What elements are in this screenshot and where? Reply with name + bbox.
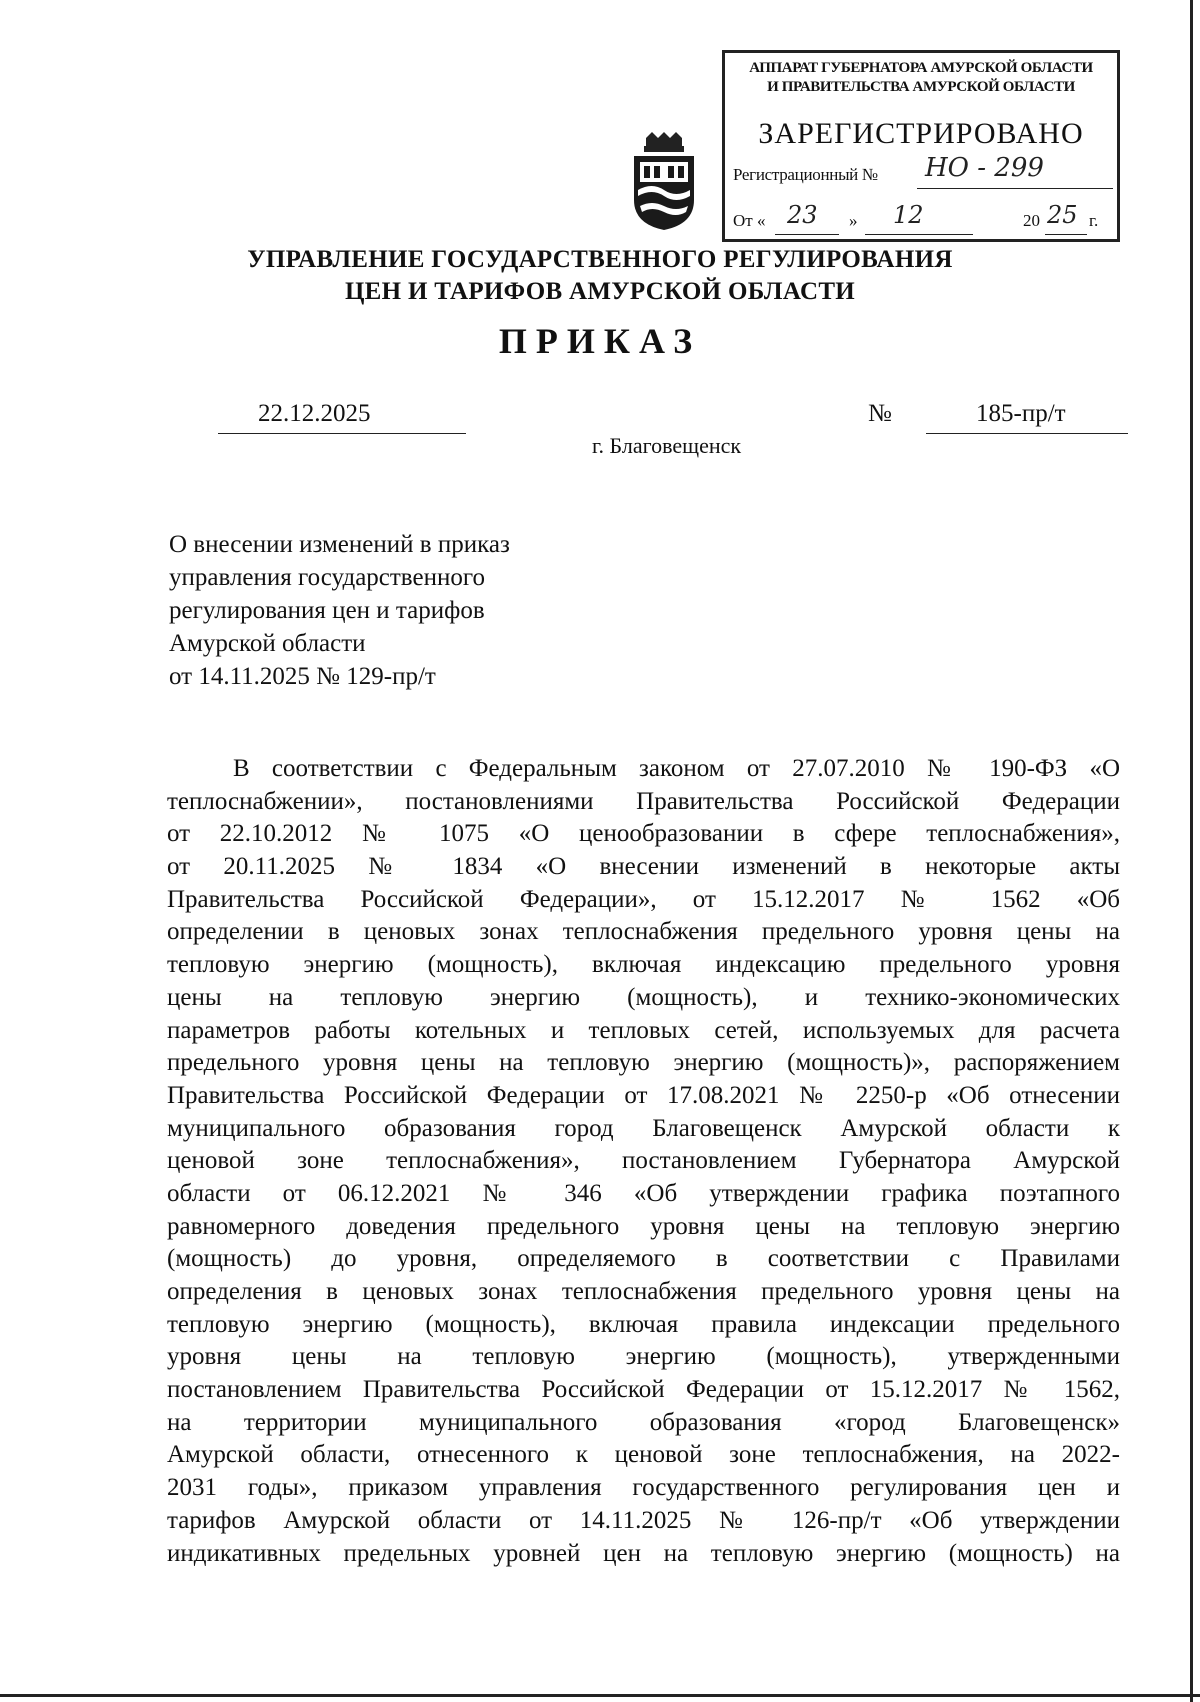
document-type-title: ПРИКАЗ bbox=[498, 321, 702, 361]
body-line: уровня цены на тепловую энергию (мощность), утвержденными bbox=[167, 1343, 1120, 1371]
stamp-day-underline bbox=[775, 234, 839, 235]
order-date: 22.12.2025 bbox=[258, 400, 371, 427]
body-line: Амурской области, отнесенного к ценовой зоне теплоснабжения, на 2022- bbox=[167, 1441, 1120, 1469]
body-line: определения в ценовых зонах теплоснабжения предельного уровня цены на bbox=[167, 1278, 1120, 1305]
stamp-reg-underline bbox=[917, 188, 1113, 189]
stamp-date-mid: » bbox=[849, 211, 858, 230]
stamp-date-day-handwritten: 23 bbox=[787, 201, 818, 229]
stamp-month-underline bbox=[865, 234, 973, 235]
stamp-reg-number-handwritten: НО - 299 bbox=[925, 153, 1044, 183]
body-line: предельного уровня цены на тепловую энергию (мощность)», распоряжением bbox=[167, 1049, 1120, 1077]
body-line: определении в ценовых зонах теплоснабжения предельного уровня цены на bbox=[167, 918, 1120, 946]
order-subject bbox=[169, 528, 510, 693]
body-line: цены на тепловую энергию (мощность), и технико-экономических bbox=[167, 983, 1120, 1011]
stamp-year-underline bbox=[1045, 234, 1087, 235]
body-line: от 20.11.2025 № 1834 «О внесении изменений в некоторые акты bbox=[167, 853, 1120, 881]
stamp-year-handwritten: 25 bbox=[1047, 201, 1078, 229]
subject-line: регулирования цен и тарифов bbox=[169, 597, 485, 624]
body-line: муниципального образования город Благовещенск Амурской области к bbox=[167, 1114, 1120, 1142]
body-line: постановлением Правительства Российской Федерации от 15.12.2017 № 1562, bbox=[167, 1376, 1120, 1404]
body-line: параметров работы котельных и тепловых сетей, используемых для расчета bbox=[167, 1016, 1120, 1044]
subject-line: О внесении изменений в приказ bbox=[169, 531, 510, 558]
agency-name-line-1: УПРАВЛЕНИЕ ГОСУДАРСТВЕННОГО РЕГУЛИРОВАНИЯ bbox=[247, 246, 953, 273]
body-line: области от 06.12.2021 № 346 «Об утверждении графика поэтапного bbox=[167, 1179, 1120, 1207]
stamp-org-line-2: И ПРАВИТЕЛЬСТВА АМУРСКОЙ ОБЛАСТИ bbox=[767, 79, 1075, 95]
body-line: Правительства Российской Федерации», от 15.12.2017 № 1562 «Об bbox=[167, 885, 1120, 913]
body-line: на территории муниципального образования «город Благовещенск» bbox=[167, 1408, 1120, 1436]
coat-of-arms-icon bbox=[630, 132, 698, 232]
body-line: 2031 годы», приказом управления государственного регулирования цен и bbox=[167, 1474, 1120, 1502]
order-number-underline bbox=[926, 433, 1128, 434]
order-number: 185-пр/т bbox=[976, 400, 1066, 427]
registration-stamp bbox=[722, 50, 1120, 242]
body-line: Правительства Российской Федерации от 17.08.2021 № 2250-р «Об отнесении bbox=[167, 1081, 1120, 1109]
order-body bbox=[167, 753, 1120, 1570]
body-line: равномерного доведения предельного уровня цены на тепловую энергию bbox=[167, 1212, 1120, 1240]
body-line: тепловую энергию (мощность), включая правила индексации предельного bbox=[167, 1310, 1120, 1338]
stamp-date-prefix: От « bbox=[733, 211, 766, 230]
body-line: тепловую энергию (мощность), включая индексацию предельного уровня bbox=[167, 951, 1120, 979]
stamp-year-prefix: 20 bbox=[1023, 211, 1040, 230]
body-line: (мощность) до уровня, определяемого в соответствии с Правилами bbox=[167, 1245, 1120, 1273]
body-line: от 22.10.2012 № 1075 «О ценообразовании в сфере теплоснабжения», bbox=[167, 820, 1120, 848]
subject-line: от 14.11.2025 № 129-пр/т bbox=[169, 663, 436, 690]
order-city: г. Благовещенск bbox=[592, 433, 742, 458]
subject-line: управления государственного bbox=[169, 564, 485, 591]
body-line: тарифов Амурской области от 14.11.2025 № 126-пр/т «Об утверждении bbox=[167, 1506, 1120, 1534]
body-line: индикативных предельных уровней цен на тепловую энергию (мощность) на bbox=[167, 1539, 1120, 1567]
subject-line: Амурской области bbox=[169, 630, 366, 657]
order-date-underline bbox=[218, 433, 466, 434]
body-line: ценовой зоне теплоснабжения», постановлением Губернатора Амурской bbox=[167, 1147, 1120, 1175]
stamp-organization bbox=[725, 59, 1117, 97]
body-line: В соответствии с Федеральным законом от 27.07.2010 № 190-ФЗ «О bbox=[233, 755, 1120, 782]
stamp-reg-label: Регистрационный № bbox=[733, 165, 878, 184]
agency-name-line-2: ЦЕН И ТАРИФОВ АМУРСКОЙ ОБЛАСТИ bbox=[344, 278, 856, 305]
stamp-year-end: г. bbox=[1089, 211, 1099, 230]
stamp-org-line-1: АППАРАТ ГУБЕРНАТОРА АМУРСКОЙ ОБЛАСТИ bbox=[749, 60, 1093, 76]
order-number-label: № bbox=[868, 400, 892, 427]
scan-edge-right bbox=[1190, 0, 1193, 1702]
body-line: теплоснабжении», постановлениями Правительства Российской Федерации bbox=[167, 787, 1120, 815]
scan-edge-bottom bbox=[0, 1694, 1200, 1697]
stamp-title: ЗАРЕГИСТРИРОВАНО bbox=[758, 117, 1084, 150]
stamp-date-month-handwritten: 12 bbox=[893, 201, 924, 229]
